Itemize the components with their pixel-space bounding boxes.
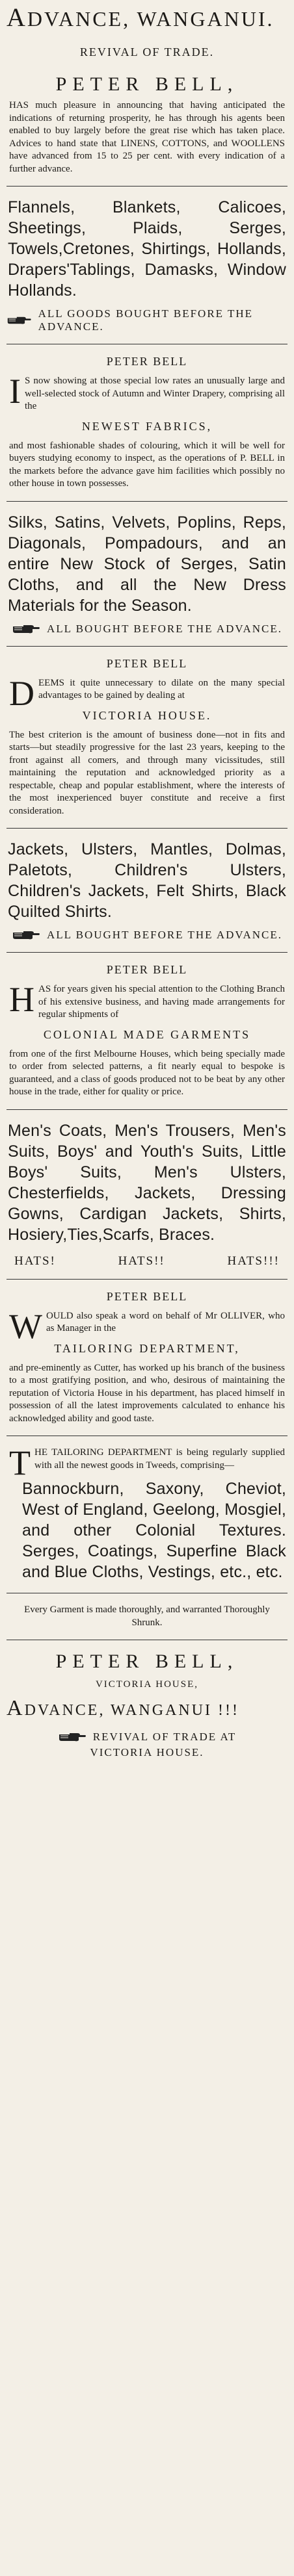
divider xyxy=(7,1109,287,1110)
divider xyxy=(7,186,287,187)
ad2-bought-row xyxy=(7,623,287,636)
footer-place-rest: DVANCE, WANGANUI !!! xyxy=(24,1702,239,1719)
advertisement-column xyxy=(7,0,287,2576)
ad3-body: The best criterion is the amount of business done—not in fits and starts—but steadily progressive for the last 23 years, keeping to the front against all comers, and through many vicissitudes, still maintaining the reputation and acknowledged priority as a respectable, cheap and popular establishment, where the interests of the most inexperienced buyer constitute and receive a first consideration. xyxy=(9,729,285,816)
footer-revival: REVIVAL OF TRADE AT xyxy=(92,1730,237,1743)
ad1-bought-row xyxy=(7,307,287,333)
footer-house: VICTORIA HOUSE, xyxy=(95,1679,199,1690)
divider xyxy=(7,1279,287,1280)
ad2-drop-cap: I xyxy=(9,372,21,411)
ad4-heading: COLONIAL MADE GARMENTS xyxy=(43,1027,251,1041)
ad1-goods: Flannels, Blankets, Calicoes, Sheetings, Plaids, Serges, Towels,Cretones, Shirtings, Hollands, Drapers'Tablings, Damasks, Window Hollands. xyxy=(8,198,286,300)
ad5-intro: WOULD also speak a word on behalf of Mr OLLIVER, who as Manager in the xyxy=(9,1306,285,1346)
hats-2: HATS!! xyxy=(118,1254,165,1268)
hats-1: HATS! xyxy=(14,1254,56,1268)
title-rest: DVANCE, WANGANUI. xyxy=(27,7,274,31)
ad5-name: PETER BELL xyxy=(106,1289,188,1303)
footer-revival-house: VICTORIA HOUSE. xyxy=(90,1745,204,1758)
ad1-intro: HAS much pleasure in announcing that having anticipated the indications of returning prosperity, he has through his agents been enabled to buy largely before the great rise which has taken place. Advices to hand state that LINENS, COTTONS, and WOOLLENS have advanced from 15 to 25 per cent. with every indication of a further advance. xyxy=(9,100,285,174)
hats-3: HATS!!! xyxy=(227,1254,280,1268)
ad3-name: PETER BELL xyxy=(106,656,188,670)
ad2-name: PETER BELL xyxy=(106,355,188,368)
page-subtitle: REVIVAL OF TRADE. xyxy=(79,45,215,58)
ad4-name: PETER BELL xyxy=(106,963,188,976)
pointing-hand-icon xyxy=(58,1731,87,1743)
ad2-bought: ALL BOUGHT BEFORE THE ADVANCE. xyxy=(46,622,283,635)
ad2-body: and most fashionable shades of colouring, which it will be well for buyers studying economy to inspect, as the operations of P. BELL in the markets before the advance gave him facilities which possibly no other house in town possesses. xyxy=(9,440,285,489)
divider xyxy=(7,952,287,953)
footer-revival-row xyxy=(7,1731,287,1744)
ad3-bought: ALL BOUGHT BEFORE THE ADVANCE. xyxy=(46,929,283,941)
ad3-goods: Jackets, Ulsters, Mantles, Dolmas, Paletots, Children's Ulsters, Children's Jackets, Felt Shirts, Black Quilted Shirts. xyxy=(8,840,286,921)
footer-place xyxy=(7,1697,287,1720)
pointing-hand-icon xyxy=(7,315,32,326)
ad6-drop-cap: T xyxy=(9,1443,31,1482)
pointing-hand-icon xyxy=(12,623,40,635)
ad5-heading: TAILORING DEPARTMENT, xyxy=(54,1341,240,1355)
ad5-body: and pre-eminently as Cutter, has worked up his branch of the business to a most gratifying position, and who, desirous of maintaining the reputation of Victoria House in his department, has placed himself in possession of all the latest improvements calculated to enhance his acknowledged ability and good taste. xyxy=(9,1362,285,1424)
ad4-goods: Men's Coats, Men's Trousers, Men's Suits, Boys' and Youth's Suits, Little Boys' Suits, Men's Ulsters, Chesterfields, Jackets, Dressing Gowns, Cardigan Jackets, Shirts, Hosiery,Ties,Scarfs, Braces. xyxy=(8,1121,286,1244)
ad3-drop-cap: D xyxy=(9,673,34,713)
ad4-body: from one of the first Melbourne Houses, which being specially made to order from selected patterns, a fit nearly equal to bespoke is guaranteed, and a class of goods produced not to be beat by any other house in the trade, either for quality or price. xyxy=(9,1048,285,1097)
pointing-hand-icon xyxy=(12,929,40,941)
ad2-heading: NEWEST FABRICS, xyxy=(81,419,213,433)
title-initial: A xyxy=(7,3,27,32)
ad1-name: PETER BELL, xyxy=(55,73,239,95)
page-title xyxy=(7,4,287,31)
ad3-heading: VICTORIA HOUSE. xyxy=(82,708,212,722)
ad1-bought: ALL GOODS BOUGHT BEFORE THE ADVANCE. xyxy=(38,307,254,333)
footer-place-initial: A xyxy=(7,1696,25,1720)
ad3-intro: DEEMS it quite unnecessary to dilate on the many special advantages to be gained by dealing at xyxy=(9,673,285,713)
footer-name: PETER BELL, xyxy=(55,1651,239,1672)
ad6-goods: Bannockburn, Saxony, Cheviot, West of England, Geelong, Mosgiel, and other Colonial Textures. Serges, Coatings, Superfine Black and Blue Cloths, Vestings, etc., etc. xyxy=(22,1480,286,1581)
ad5-drop-cap: W xyxy=(9,1306,42,1346)
ad2-goods: Silks, Satins, Velvets, Poplins, Reps, Diagonals, Pompadours, and an entire New Stock of Serges, Satin Cloths, and all the New Dress Materials for the Season. xyxy=(8,513,286,615)
ad4-intro: HAS for years given his special attention to the Clothing Branch of his extensive business, and having made arrangements for regular shipments of xyxy=(9,980,285,1020)
divider xyxy=(7,646,287,647)
ad4-hats-row xyxy=(7,1254,287,1269)
ad4-drop-cap: H xyxy=(9,980,34,1019)
ad6-note: Every Garment is made thoroughly, and warranted Thoroughly Shrunk. xyxy=(24,1604,270,1628)
divider xyxy=(7,501,287,502)
ad6-intro: THE TAILORING DEPARTMENT is being regularly supplied with all the newest goods in Tweeds, comprising— xyxy=(9,1443,285,1482)
ad3-bought-row xyxy=(7,929,287,942)
ad2-intro: I S now showing at those special low rates an unusually large and well-selected stock of Autumn and Winter Drapery, comprising all the xyxy=(9,372,285,411)
divider xyxy=(7,828,287,829)
